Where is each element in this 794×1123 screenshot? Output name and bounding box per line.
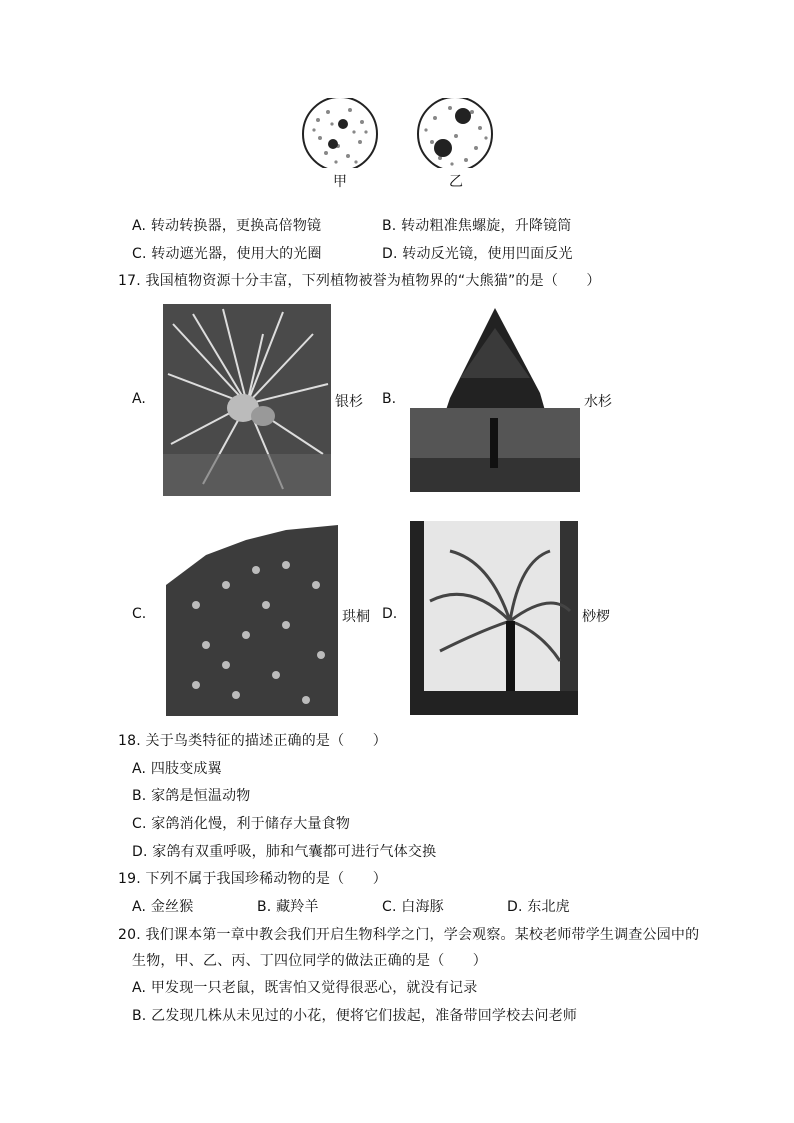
q19-option-b: B. 藏羚羊 [257,899,319,915]
q16-option-a: A. 转动转换器，更换高倍物镜 [132,218,322,234]
microscope-label-jia: 甲 [333,174,348,190]
q19-option-c: C. 白海豚 [382,899,444,915]
q17-option-c-letter: C. [132,606,147,622]
q17-option-b-name: 水杉 [584,394,612,410]
microscope-views-graphic [300,98,500,168]
q20-option-a: A. 甲发现一只老鼠，既害怕又觉得很恶心，就没有记录 [132,980,478,996]
q20-question-line1: 20. 我们课本第一章中教会我们开启生物科学之门，学会观察。某校老师带学生调查公园中的 [118,927,700,943]
q18-option-a: A. 四肢变成翼 [132,761,222,777]
q19-question: 19. 下列不属于我国珍稀动物的是（ ） [118,871,387,887]
q19-option-a: A. 金丝猴 [132,899,194,915]
q17-option-a-letter: A. [132,391,146,407]
q18-option-d: D. 家鸽有双重呼吸，肺和气囊都可进行气体交换 [132,844,437,860]
suoluo-photo [410,521,578,715]
shuishan-photo [410,308,580,492]
q17-option-d-name: 桫椤 [582,609,610,625]
q16-option-b: B. 转动粗准焦螺旋，升降镜筒 [382,218,572,234]
q16-option-c: C. 转动遮光器，使用大的光圈 [132,246,322,262]
q16-option-d: D. 转动反光镜，使用凹面反光 [382,246,573,262]
yinshan-photo [163,304,331,496]
q19-option-d: D. 东北虎 [507,899,570,915]
q20-question-line2: 生物，甲、乙、丙、丁四位同学的做法正确的是（ ） [132,953,487,969]
microscope-label-yi: 乙 [449,174,464,190]
q20-option-b: B. 乙发现几株从未见过的小花，便将它们拔起，准备带回学校去问老师 [132,1008,578,1024]
q17-question: 17. 我国植物资源十分丰富，下列植物被誉为植物界的“大熊猫”的是（ ） [118,273,601,289]
q17-option-c-name: 珙桐 [342,609,370,625]
gongtong-photo [166,525,338,716]
q18-question: 18. 关于鸟类特征的描述正确的是（ ） [118,733,387,749]
q18-option-b: B. 家鸽是恒温动物 [132,788,251,804]
q18-option-c: C. 家鸽消化慢，利于储存大量食物 [132,816,351,832]
q17-option-b-letter: B. [382,391,397,407]
q17-option-d-letter: D. [382,606,398,622]
q17-option-a-name: 银杉 [335,394,363,410]
